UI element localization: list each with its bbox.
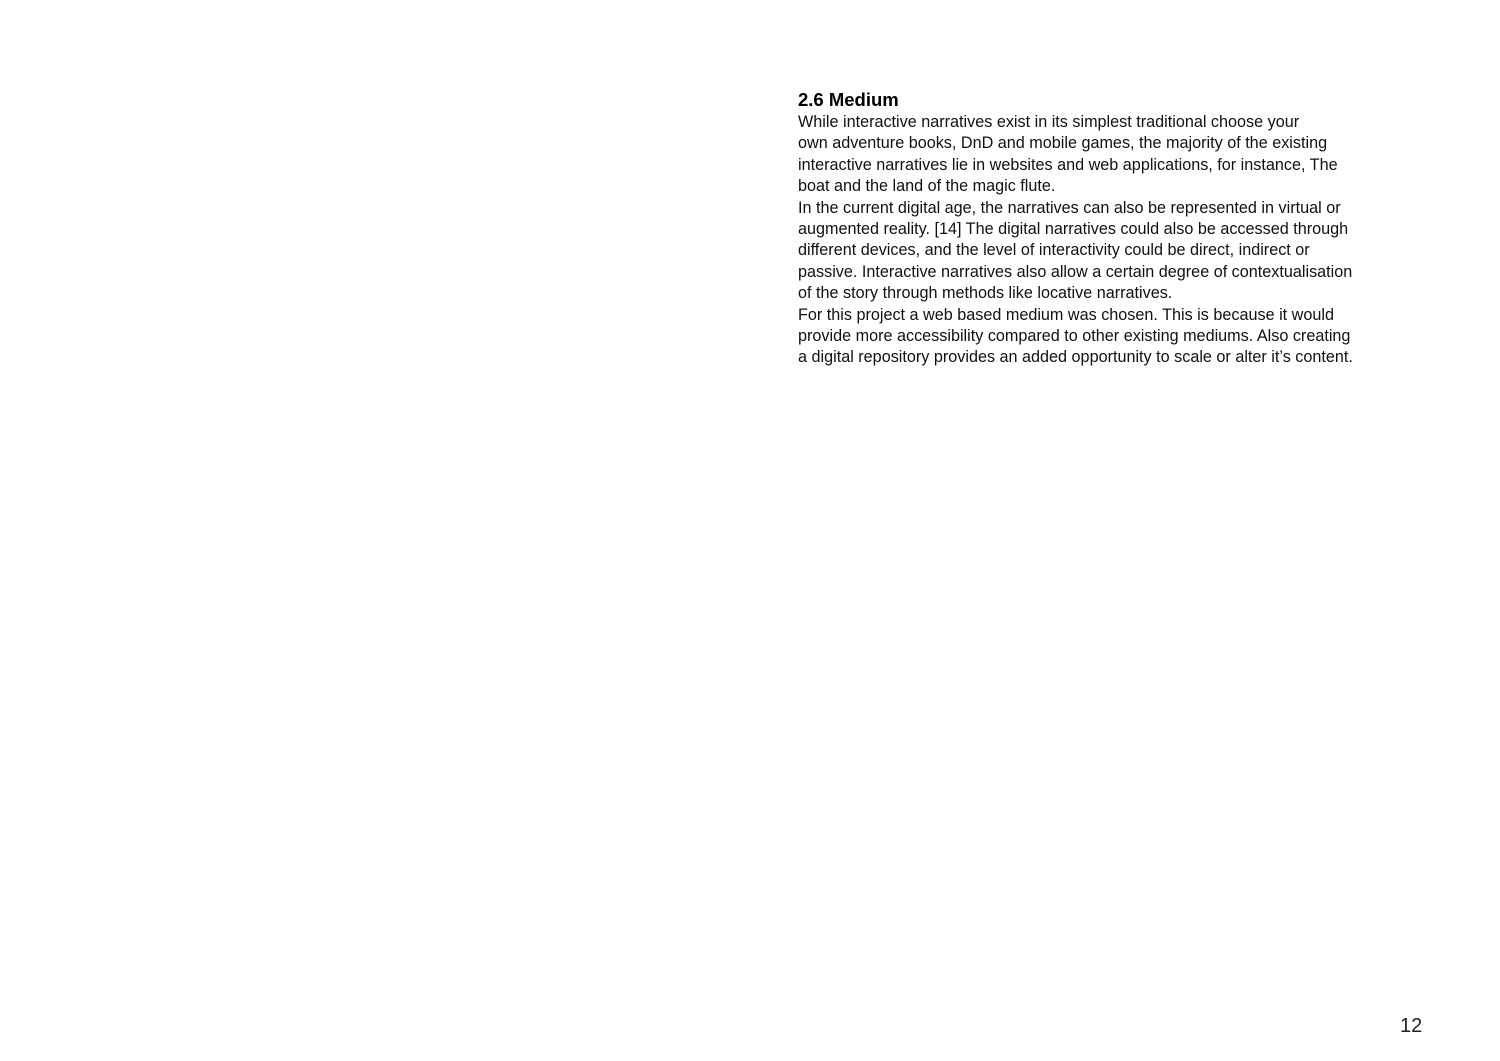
body-line: different devices, and the level of interactivity could be direct, indirect or [798,241,1310,260]
body-line: augmented reality. [14] The digital narratives could also be accessed through [798,220,1349,239]
body-line: a digital repository provides an added opportunity to scale or alter it’s content. [798,348,1353,367]
body-line: boat and the land of the magic flute. [798,177,1056,196]
page-number: 12 [1400,1015,1423,1037]
body-line: While interactive narratives exist in its simplest traditional choose your [798,113,1300,131]
section-body [798,112,1448,369]
body-line: passive. Interactive narratives also allow a certain degree of contextualisation [798,262,1353,281]
body-line: interactive narratives lie in websites and web applications, for instance, The [798,155,1338,174]
body-line: of the story through methods like locative narratives. [798,284,1173,303]
section-medium [798,88,1448,369]
body-line: For this project a web based medium was chosen. This is because it would [798,305,1334,324]
section-heading: 2.6 Medium [798,89,899,110]
body-line: provide more accessibility compared to other existing mediums. Also creating [798,327,1351,346]
body-line: In the current digital age, the narratives can also be represented in virtual or [798,198,1341,217]
body-line: own adventure books, DnD and mobile games, the majority of the existing [798,134,1328,153]
